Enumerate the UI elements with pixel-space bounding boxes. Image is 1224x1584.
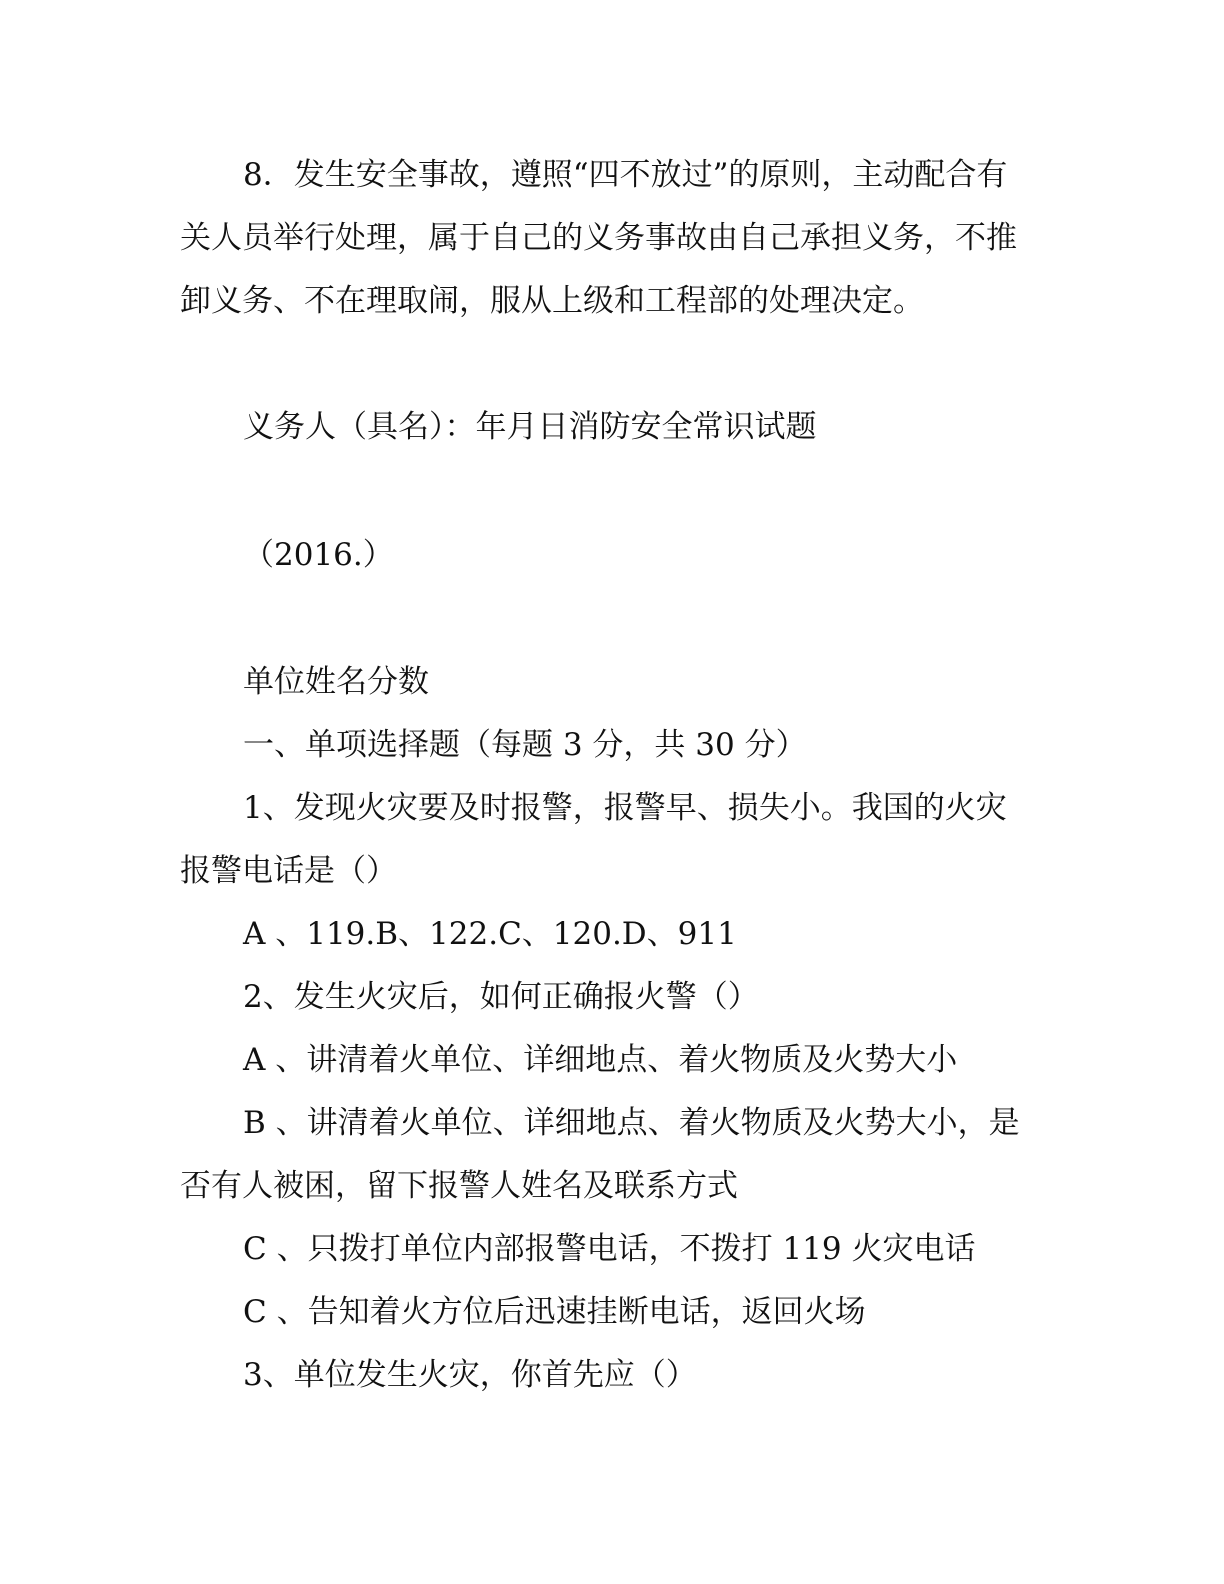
question-2-option-a: A 、讲清着火单位、详细地点、着火物质及火势大小	[243, 1042, 958, 1078]
question-2-option-c-second: C 、告知着火方位后迅速挂断电话，返回火场	[243, 1294, 866, 1330]
pledge-item-8-line-2: 关人员举行处理，属于自己的义务事故由自己承担义务，不推	[180, 220, 1017, 256]
pledge-item-8-line-1: 8．发生安全事故，遵照“四不放过”的原则，主动配合有	[243, 157, 1008, 193]
question-2-option-b-line-2: 否有人被困，留下报警人姓名及联系方式	[180, 1168, 738, 1204]
question-1-line-1: 1、发现火灾要及时报警，报警早、损失小。我国的火灾	[243, 790, 1007, 826]
question-1-options: A 、119.B、122.C、120.D、911	[243, 916, 737, 952]
quiz-header-fields: 单位姓名分数	[243, 664, 429, 700]
question-3-stem: 3、单位发生火灾，你首先应（）	[243, 1357, 697, 1393]
question-2-option-b-line-1: B 、讲清着火单位、详细地点、着火物质及火势大小，是	[243, 1105, 1020, 1141]
section-title: 一、单项选择题（每题 3 分，共 30 分）	[243, 727, 807, 763]
question-2-stem: 2、发生火灾后，如何正确报火警（）	[243, 979, 759, 1015]
signature-and-quiz-title: 义务人（具名）：年月日消防安全常识试题	[243, 409, 817, 445]
quiz-year: （2016.）	[243, 537, 394, 573]
question-1-line-2: 报警电话是（）	[180, 853, 397, 889]
question-2-option-c-first: C 、只拨打单位内部报警电话，不拨打 119 火灾电话	[243, 1231, 976, 1267]
pledge-item-8-line-3: 卸义务、不在理取闹，服从上级和工程部的处理决定。	[180, 283, 924, 319]
